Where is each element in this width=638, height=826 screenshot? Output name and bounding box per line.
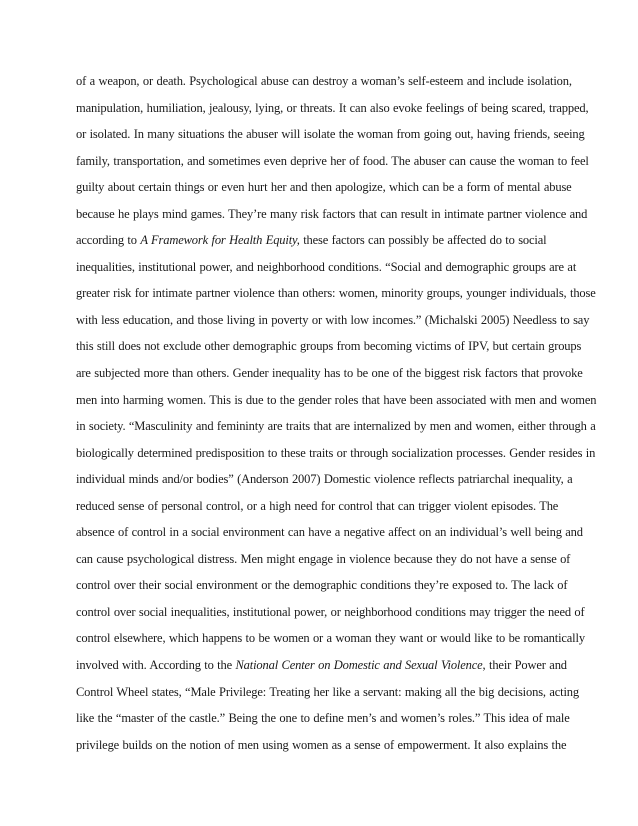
text-line: men into harming women. This is due to the gender roles that have been associated with men and women bbox=[76, 392, 597, 407]
text-line bbox=[76, 227, 566, 254]
text-line: reduced sense of personal control, or a high need for control that can trigger violent episodes. The bbox=[76, 498, 559, 513]
text-line: in society. “Masculinity and femininty are traits that are internalized by men and women, either through a bbox=[76, 419, 596, 434]
text-run: involved with. According to the bbox=[76, 658, 236, 673]
text-line: Control Wheel states, “Male Privilege: Treating her like a servant: making all the big decisions, acting bbox=[76, 684, 580, 699]
text-line: individual minds and/or bodies” (Anderson 2007) Domestic violence reflects patriarchal inequality, a bbox=[76, 472, 573, 487]
cited-title: A Framework for Health Equity, bbox=[140, 233, 300, 248]
text-line: biologically determined predisposition to these traits or through socialization processes. Gender resides in bbox=[76, 445, 596, 460]
text-run: according to bbox=[76, 233, 141, 248]
text-line: control over social inequalities, institutional power, or neighborhood conditions may trigger the need of bbox=[76, 604, 585, 619]
text-line: are subjected more than others. Gender inequality has to be one of the biggest risk factors that provoke bbox=[76, 366, 583, 381]
text-line: or isolated. In many situations the abuser will isolate the woman from going out, having friends, seeing bbox=[76, 127, 585, 142]
text-line: greater risk for intimate partner violence than others: women, minority groups, younger individuals, those bbox=[76, 286, 596, 301]
text-line: control elsewhere, which happens to be women or a woman they want or would like to be romantically bbox=[76, 631, 585, 646]
text-line: manipulation, humiliation, jealousy, lying, or threats. It can also evoke feelings of being scared, trapped, bbox=[76, 100, 589, 115]
body-text bbox=[76, 68, 597, 758]
text-line: can cause psychological distress. Men might engage in violence because they do not have a sense of bbox=[76, 551, 571, 566]
text-line: of a weapon, or death. Psychological abuse can destroy a woman’s self-esteem and include isolation, bbox=[76, 74, 572, 88]
text-run: , their Power and bbox=[482, 658, 567, 673]
text-line: absence of control in a social environment can have a negative affect on an individual’s well being and bbox=[76, 525, 583, 540]
text-line: because he plays mind games. They’re many risk factors that can result in intimate partner violence and bbox=[76, 206, 588, 221]
text-line: control over their social environment or the demographic conditions they’re exposed to. The lack of bbox=[76, 578, 568, 593]
text-line: like the “master of the castle.” Being the one to define men’s and women’s roles.” This idea of male bbox=[76, 711, 570, 726]
text-line: inequalities, institutional power, and neighborhood conditions. “Social and demographic groups are at bbox=[76, 259, 577, 274]
cited-organization: National Center on Domestic and Sexual Violence bbox=[235, 658, 483, 673]
text-line: privilege builds on the notion of men using women as a sense of empowerment. It also explains the bbox=[76, 737, 567, 752]
text-line: with less education, and those living in poverty or with low incomes.” (Michalski 2005) Needless to say bbox=[76, 312, 590, 327]
text-line: this still does not exclude other demographic groups from becoming victims of IPV, but certain groups bbox=[76, 339, 582, 354]
text-line: family, transportation, and sometimes even deprive her of food. The abuser can cause the woman to feel bbox=[76, 153, 589, 168]
text-line bbox=[76, 652, 566, 679]
text-line: guilty about certain things or even hurt her and then apologize, which can be a form of mental abuse bbox=[76, 180, 572, 195]
text-run: these factors can possibly be affected do to social bbox=[299, 233, 547, 248]
